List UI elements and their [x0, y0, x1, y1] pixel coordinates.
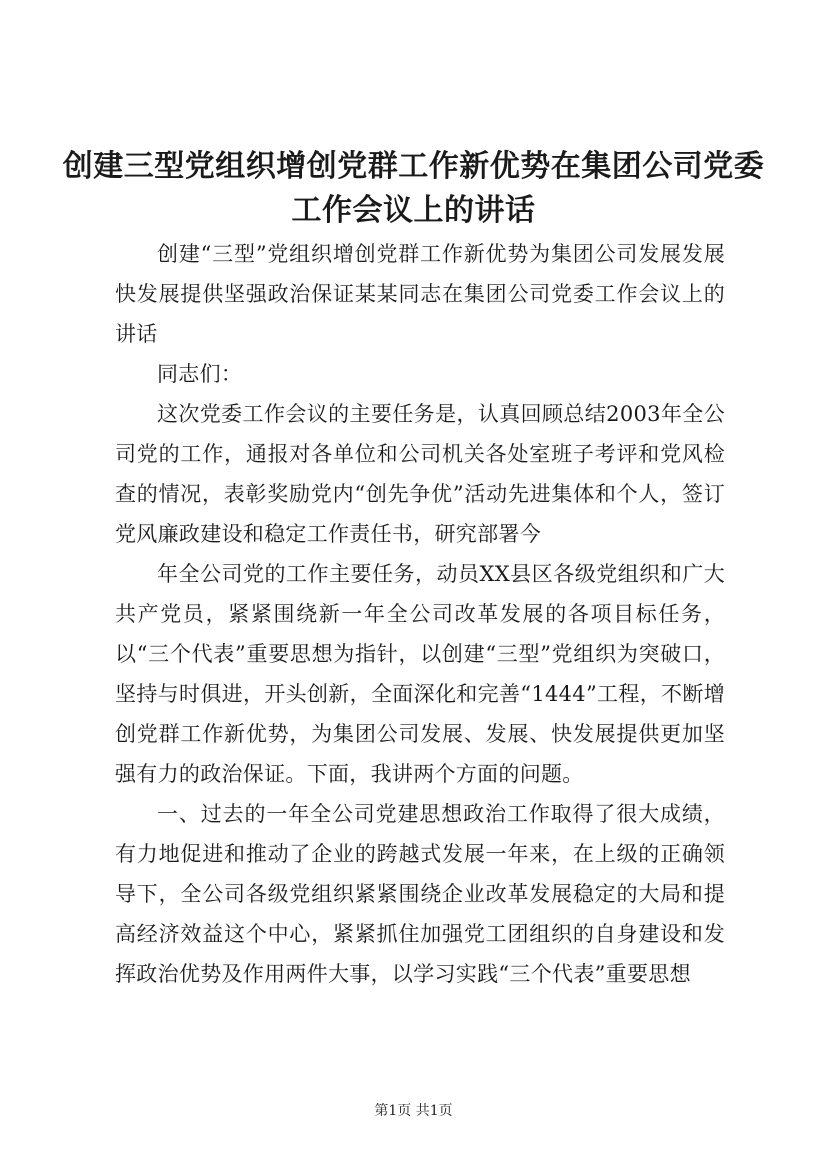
- paragraph-subtitle: 创建“三型”党组织增创党群工作新优势为集团公司发展发展快发展提供坚强政治保证某某同志在集团公司党委工作会议上的讲话: [115, 242, 725, 346]
- title-block: [60, 145, 767, 233]
- document-body: [115, 234, 725, 994]
- paragraph-section-one: 一、过去的一年全公司党建思想政治工作取得了很大成绩，有力地促进和推动了企业的跨越式发展一年来，在上级的正确领导下，全公司各级党组织紧紧围绕企业改革发展稳定的大局和提高经济效益这个中心，紧紧抓住加强党工团组织的自身建设和发挥政治优势及作用两件大事，以学习实践“三个代表”重要思想: [115, 802, 725, 986]
- page-number-footer: 第1页 共1页: [374, 1103, 453, 1119]
- paragraph-main-tasks: 年全公司党的工作主要任务，动员XX县区各级党组织和广大共产党员，紧紧围绕新一年全公司改革发展的各项目标任务，以“三个代表”重要思想为指针，以创建“三型”党组织为突破口，坚持与时俱进，开头创新，全面深化和完善“1444”工程，不断增创党群工作新优势，为集团公司发展、发展、快发展提供更加坚强有力的政治保证。下面，我讲两个方面的问题。: [115, 562, 725, 786]
- paragraph-meeting-tasks: 这次党委工作会议的主要任务是，认真回顾总结2003年全公司党的工作，通报对各单位和公司机关各处室班子考评和党风检查的情况，表彰奖励党内“创先争优”活动先进集体和个人，签订党风廉政建设和稳定工作责任书，研究部署今: [115, 402, 725, 546]
- document-title: 创建三型党组织增创党群工作新优势在集团公司党委工作会议上的讲话: [62, 149, 765, 228]
- paragraph-salutation: 同志们：: [157, 362, 243, 386]
